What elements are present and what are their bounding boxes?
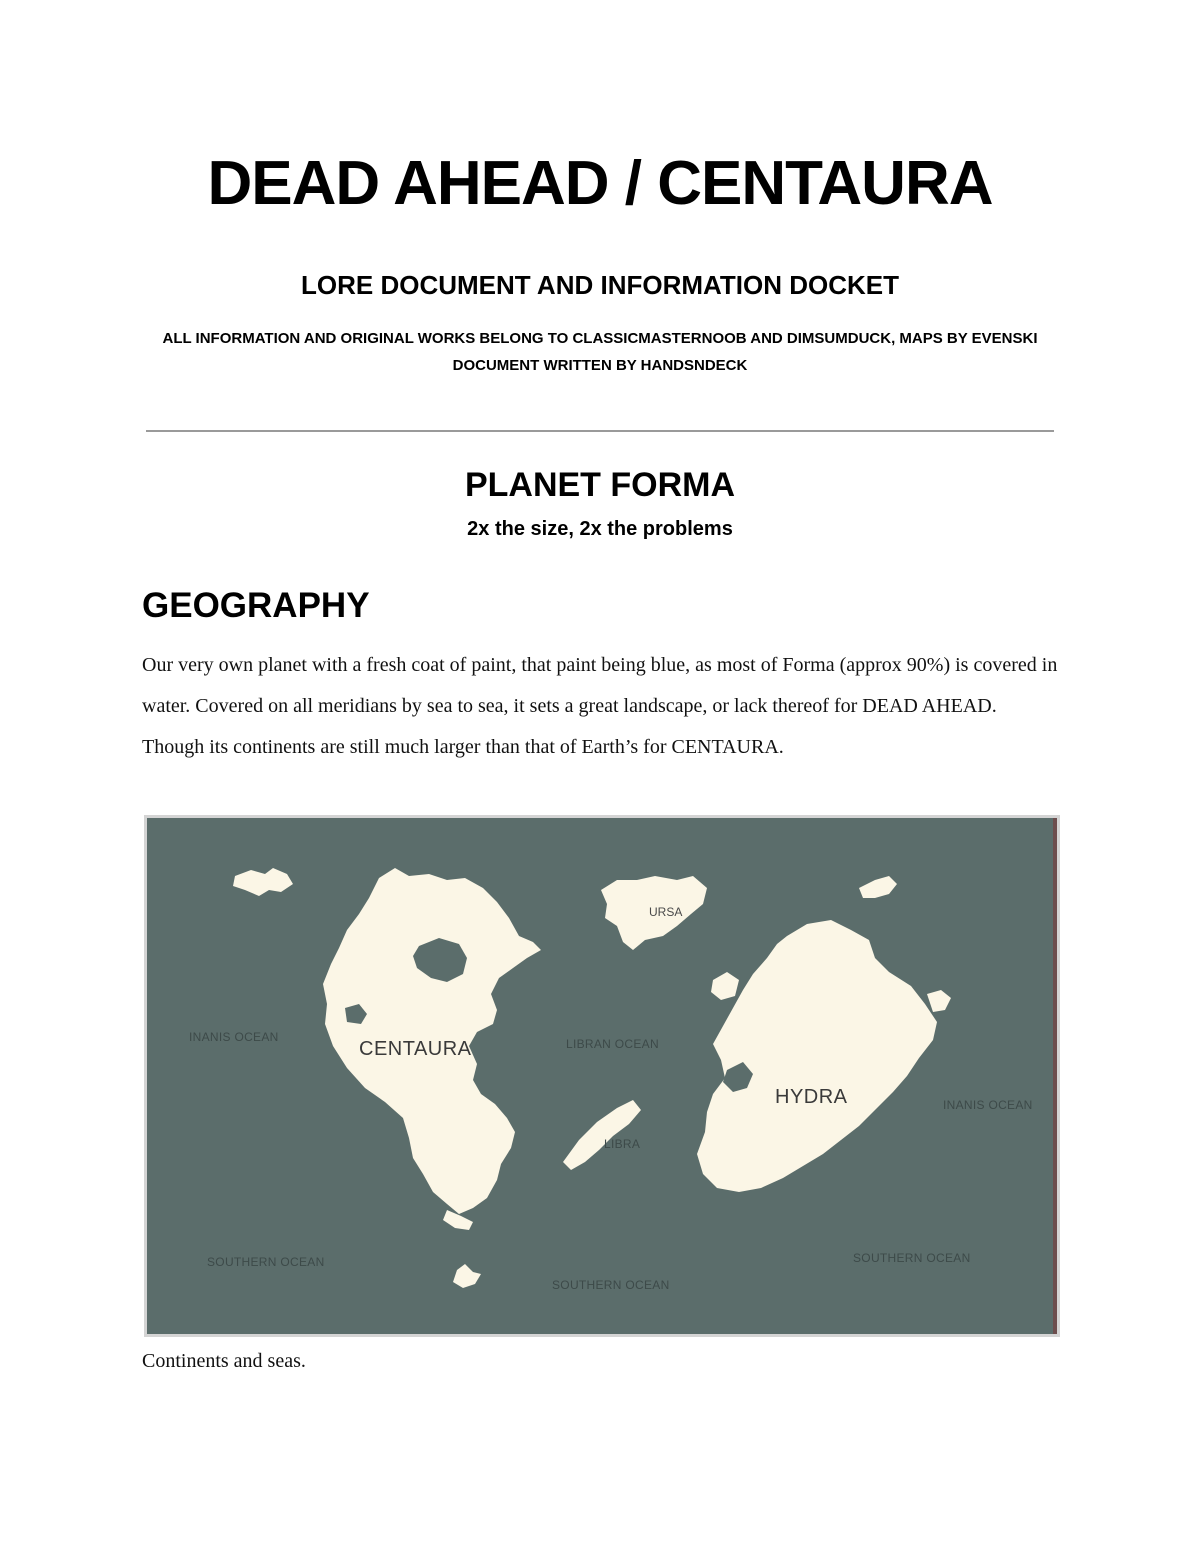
label-ursa: URSA xyxy=(649,905,683,919)
label-southern-ocean-west: SOUTHERN OCEAN xyxy=(207,1255,325,1269)
label-southern-ocean-east: SOUTHERN OCEAN xyxy=(853,1251,971,1265)
map-caption: Continents and seas. xyxy=(142,1350,306,1372)
credits-line: ALL INFORMATION AND ORIGINAL WORKS BELONG TO CLASSICMASTERNOOB AND DIMSUMDUCK, MAPS BY EVENSKI xyxy=(162,330,1038,347)
world-map xyxy=(144,815,1060,1337)
author-line: DOCUMENT WRITTEN BY HANDSNDECK xyxy=(452,357,748,374)
label-centaura: CENTAURA xyxy=(359,1038,472,1060)
geography-heading: GEOGRAPHY xyxy=(142,586,370,625)
label-inanis-ocean-east: INANIS OCEAN xyxy=(943,1098,1033,1112)
label-southern-ocean-center: SOUTHERN OCEAN xyxy=(552,1278,670,1292)
document-subtitle: LORE DOCUMENT AND INFORMATION DOCKET xyxy=(301,270,899,300)
document-title: DEAD AHEAD / CENTAURA xyxy=(207,149,993,218)
credits-block xyxy=(160,325,1040,379)
section-title: PLANET FORMA xyxy=(464,466,736,504)
world-map-svg xyxy=(147,818,1057,1334)
label-inanis-ocean-west: INANIS OCEAN xyxy=(189,1030,279,1044)
horizontal-divider xyxy=(146,430,1054,432)
label-libran-ocean: LIBRAN OCEAN xyxy=(566,1037,659,1051)
map-edge xyxy=(1053,818,1057,1334)
geography-paragraph: Our very own planet with a fresh coat of paint, that paint being blue, as most of Forma (approx 90%) is covered in water. Covered on all meridians by sea to sea, it sets a great landscape, or lack thereof for DEAD AHEAD. Though its continents are still much larger than that of Earth’s for CENTAURA. xyxy=(142,654,1058,758)
section-tagline: 2x the size, 2x the problems xyxy=(467,518,733,540)
label-libra: LIBRA xyxy=(604,1137,641,1151)
label-hydra: HYDRA xyxy=(775,1086,848,1108)
